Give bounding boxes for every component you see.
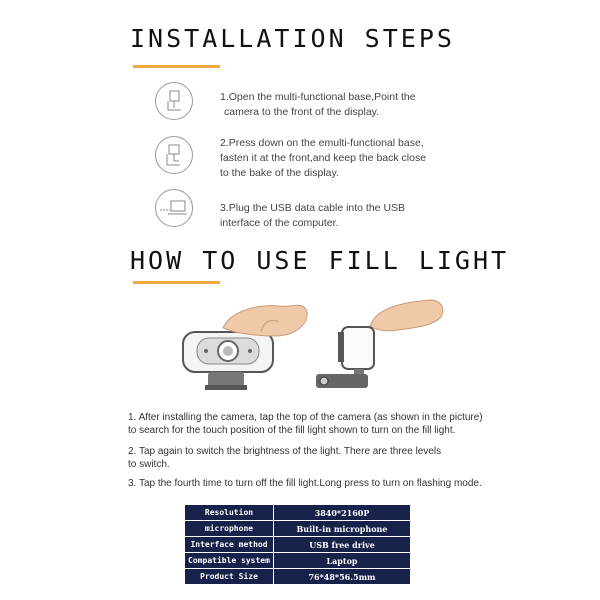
fill-light-instruction-2: 2. Tap again to switch the brightness of the light. There are three levels to switch. — [128, 446, 442, 470]
spec-row-size — [185, 569, 411, 585]
install-step-1: 1.Open the multi-functional base,Point the camera to the front of the display. — [220, 91, 416, 118]
install-step-3: 3.Plug the USB data cable into the USB interface of the computer. — [220, 202, 406, 229]
spec-row-interface — [185, 537, 411, 553]
installation-heading-underline — [133, 65, 220, 68]
laptop-usb-icon — [155, 189, 193, 227]
fill-light-instruction-3: 3. Tap the fourth time to turn off the fill light.Long press to turn on flashing mode. — [128, 478, 482, 489]
fill-light-instruction-1: 1. After installing the camera, tap the top of the camera (as shown in the picture) to search for the touch position of the fill light shown to turn on the fill light. — [128, 412, 483, 436]
spec-value: Built-in microphone — [274, 521, 411, 537]
spec-value: 76*48*56.5mm — [274, 569, 411, 585]
spec-row-resolution — [185, 505, 411, 521]
installation-heading: INSTALLATION STEPS — [130, 24, 455, 53]
specs-table — [184, 504, 411, 585]
fill-light-heading-underline — [133, 281, 220, 284]
spec-row-system — [185, 553, 411, 569]
spec-value: USB free drive — [274, 537, 411, 553]
install-step-2: 2.Press down on the emulti-functional base, fasten it at the front,and keep the back close to the bake of the display. — [220, 137, 427, 179]
webcam-front-illustration — [175, 292, 310, 397]
spec-label: microphone — [185, 521, 274, 537]
spec-label: Product Size — [185, 569, 274, 585]
spec-value: 3840*2160P — [274, 505, 411, 521]
spec-value: Laptop — [274, 553, 411, 569]
spec-label: Compatible system — [185, 553, 274, 569]
spec-label: Interface method — [185, 537, 274, 553]
clamp-base-icon — [155, 82, 193, 120]
spec-row-microphone — [185, 521, 411, 537]
spec-label: Resolution — [185, 505, 274, 521]
webcam-side-illustration — [312, 292, 447, 397]
fill-light-heading: HOW TO USE FILL LIGHT — [130, 246, 510, 275]
press-base-icon — [155, 136, 193, 174]
